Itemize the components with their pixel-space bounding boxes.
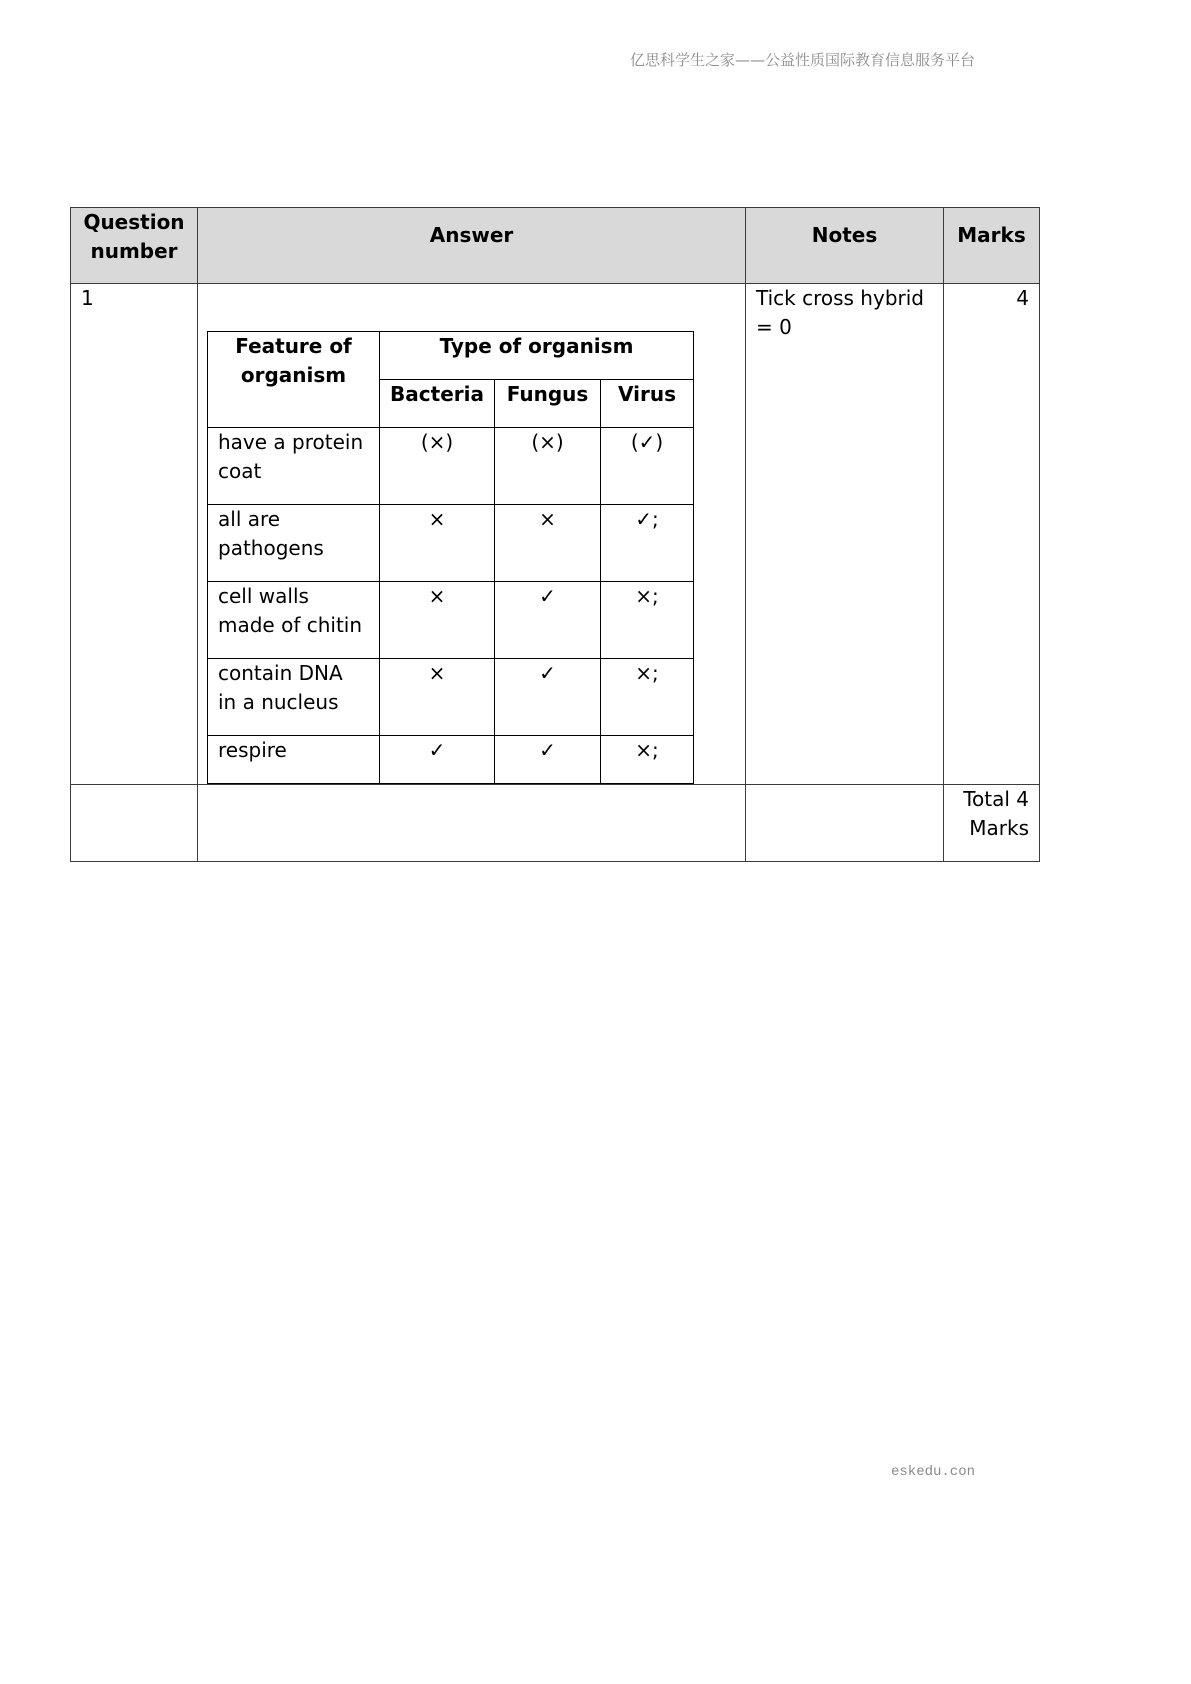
virus-mark-cell: ✓; <box>601 505 693 581</box>
virus-mark-cell: ×; <box>601 736 693 783</box>
feature-cell: all are pathogens <box>208 505 379 581</box>
fungus-mark-cell: × <box>495 505 600 581</box>
virus-mark-cell: (✓) <box>601 428 693 504</box>
header-note: 亿思科学生之家——公益性质国际教育信息服务平台 <box>629 51 975 69</box>
virus-mark-cell: ×; <box>601 582 693 658</box>
fungus-mark-cell: ✓ <box>495 582 600 658</box>
virus-mark-cell: ×; <box>601 659 693 735</box>
marks-cell: 4 <box>944 284 1039 784</box>
marks-header: Marks <box>944 208 1039 283</box>
feature-of-organism-header: Feature of organism <box>208 332 379 427</box>
question-number-cell: 1 <box>71 284 197 784</box>
total-notes-cell <box>746 785 943 861</box>
fungus-mark-cell: (×) <box>495 428 600 504</box>
total-question-cell <box>71 785 197 861</box>
total-marks-cell: Total 4 Marks <box>944 785 1039 861</box>
notes-header: Notes <box>746 208 943 283</box>
bacteria-mark-cell: × <box>380 582 494 658</box>
fungus-header: Fungus <box>495 380 600 427</box>
bacteria-mark-cell: × <box>380 505 494 581</box>
bacteria-mark-cell: ✓ <box>380 736 494 783</box>
bacteria-mark-cell: (×) <box>380 428 494 504</box>
answer-header: Answer <box>198 208 745 283</box>
feature-cell: cell walls made of chitin <box>208 582 379 658</box>
mark-scheme-table <box>70 207 1040 862</box>
virus-header: Virus <box>601 380 693 427</box>
bacteria-mark-cell: × <box>380 659 494 735</box>
answer-table <box>207 331 694 784</box>
fungus-mark-cell: ✓ <box>495 659 600 735</box>
question-number-header: Question number <box>71 208 197 283</box>
fungus-mark-cell: ✓ <box>495 736 600 783</box>
notes-cell: Tick cross hybrid = 0 <box>746 284 943 784</box>
bacteria-header: Bacteria <box>380 380 494 427</box>
total-answer-cell <box>198 785 745 861</box>
answer-cell <box>198 284 745 784</box>
feature-cell: have a protein coat <box>208 428 379 504</box>
type-of-organism-header: Type of organism <box>380 332 693 379</box>
feature-cell: contain DNA in a nucleus <box>208 659 379 735</box>
footer-note: eskedu.con <box>890 1464 975 1480</box>
feature-cell: respire <box>208 736 379 783</box>
